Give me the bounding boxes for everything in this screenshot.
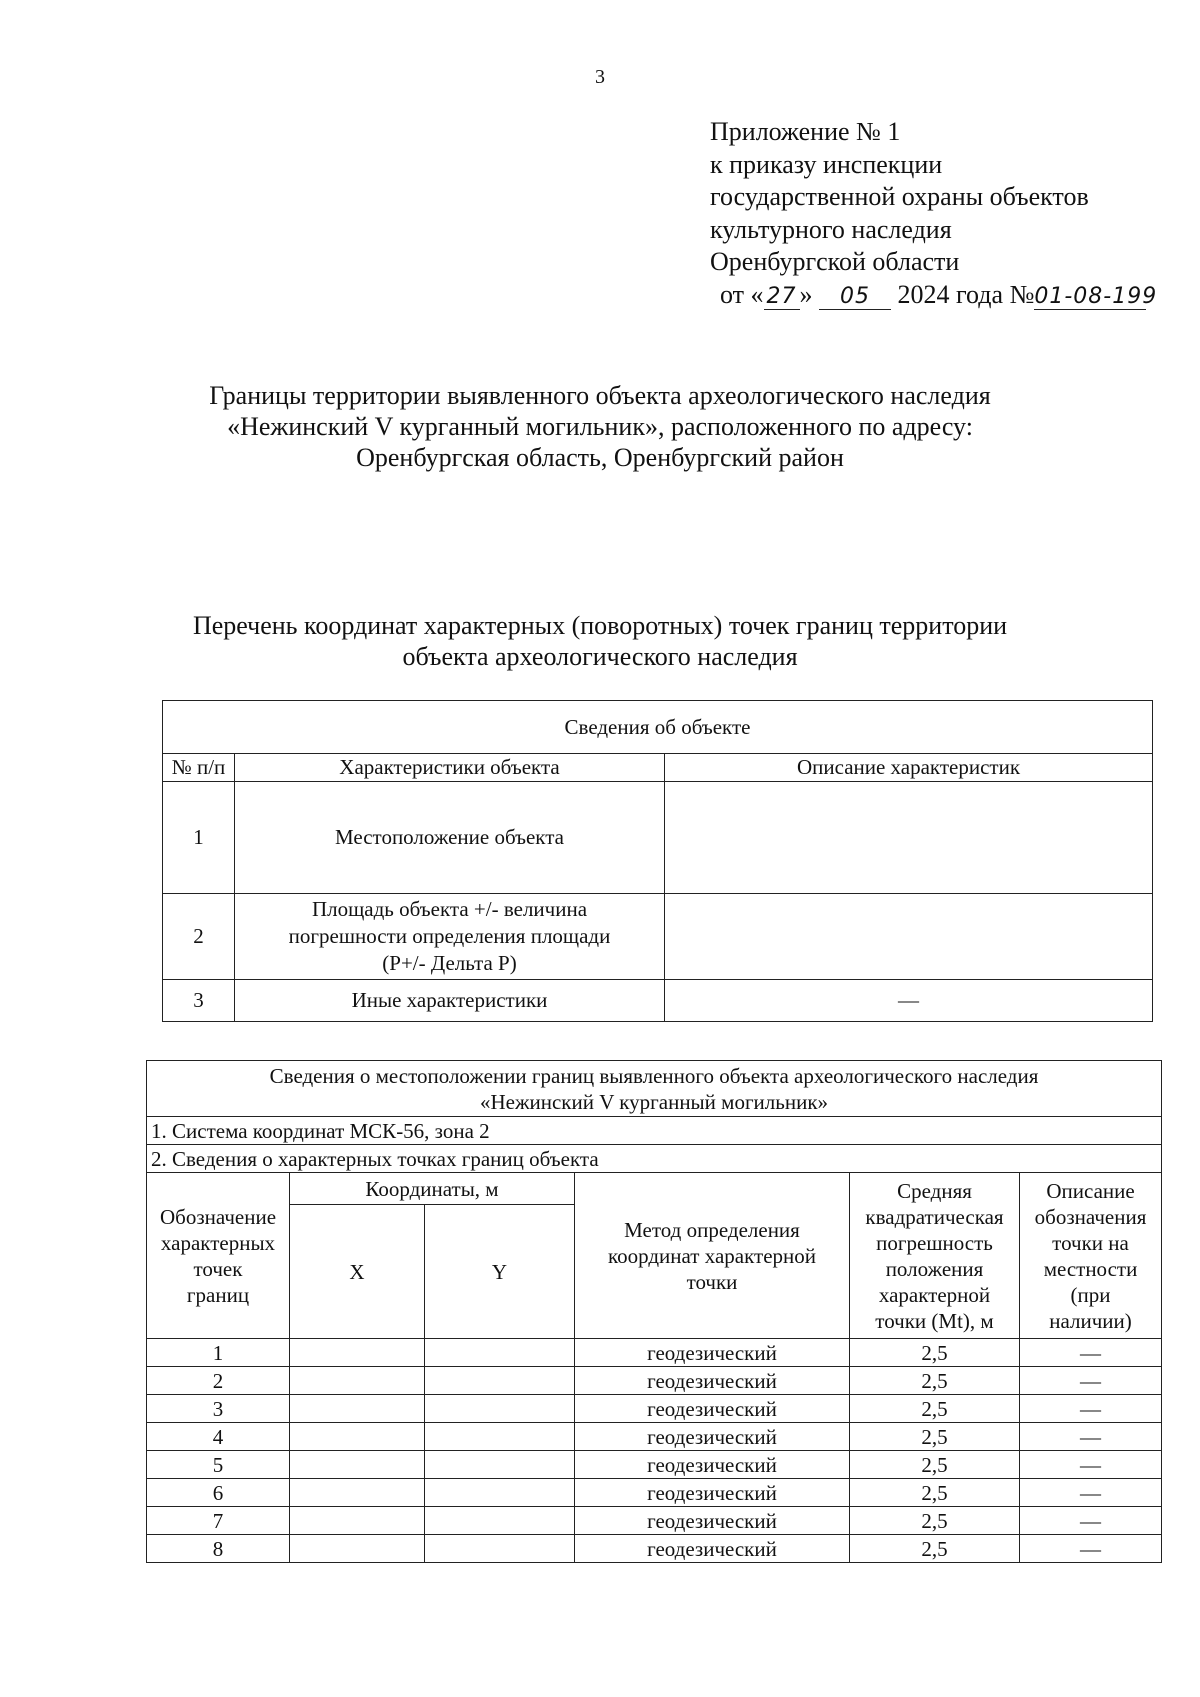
point-id: 5 — [147, 1451, 290, 1479]
point-accuracy: 2,5 — [850, 1423, 1020, 1451]
point-x — [290, 1423, 425, 1451]
point-x — [290, 1395, 425, 1423]
point-method: геодезический — [575, 1367, 850, 1395]
header-coordinates: Координаты, м — [290, 1173, 575, 1205]
point-description: — — [1020, 1507, 1162, 1535]
table-row — [147, 1423, 1162, 1451]
date-day: 27 — [764, 285, 800, 310]
point-y — [425, 1395, 575, 1423]
hpd-line: точки на — [1052, 1230, 1129, 1255]
date-year: 2024 года № — [897, 279, 1035, 309]
appendix-line-5: Оренбургской области — [710, 247, 960, 276]
hm-line: координат характерной — [608, 1243, 816, 1268]
point-x — [290, 1479, 425, 1507]
point-method: геодезический — [575, 1395, 850, 1423]
hpd-line: (при — [1070, 1282, 1111, 1307]
coordinate-system-row: 1. Система координат МСК-56, зона 2 — [147, 1117, 1162, 1145]
object-info-table — [162, 700, 1153, 1022]
title-line-2: «Нежинский V курганный могильник», расположенного по адресу: — [227, 412, 973, 441]
subtitle-line-1: Перечень координат характерных (поворотных) точек границ территории — [192, 611, 1008, 640]
ha-line: квадратическая — [865, 1204, 1004, 1229]
point-description: — — [1020, 1395, 1162, 1423]
point-method: геодезический — [575, 1339, 850, 1367]
hm-line: точки — [686, 1269, 738, 1294]
header-point-description — [1020, 1173, 1162, 1339]
point-method: геодезический — [575, 1423, 850, 1451]
point-accuracy: 2,5 — [850, 1479, 1020, 1507]
header-method — [575, 1173, 850, 1339]
point-id: 2 — [147, 1367, 290, 1395]
hpd-line: обозначения — [1034, 1204, 1147, 1229]
point-method: геодезический — [575, 1451, 850, 1479]
point-y — [425, 1339, 575, 1367]
appendix-block — [710, 116, 1158, 311]
point-id: 6 — [147, 1479, 290, 1507]
row-1-description — [665, 782, 1153, 894]
points-body — [147, 1339, 1162, 1563]
point-method: геодезический — [575, 1479, 850, 1507]
header-description: Описание характеристик — [665, 754, 1153, 782]
table-row — [147, 1479, 1162, 1507]
ha-line: точки (Mt), м — [875, 1308, 994, 1333]
table-row — [147, 1395, 1162, 1423]
point-id: 8 — [147, 1535, 290, 1563]
row-3-description: — — [665, 980, 1153, 1022]
row-1-characteristic: Местоположение объекта — [235, 782, 665, 894]
row-2-char-line-3: (Р+/- Дельта Р) — [382, 951, 517, 975]
location-table — [146, 1060, 1162, 1563]
table-row — [147, 1507, 1162, 1535]
appendix-line-1: Приложение № 1 — [710, 117, 901, 146]
point-accuracy: 2,5 — [850, 1395, 1020, 1423]
appendix-line-3: государственной охраны объектов — [710, 182, 1089, 211]
appendix-date-line — [710, 279, 1158, 312]
point-method: геодезический — [575, 1535, 850, 1563]
point-id: 4 — [147, 1423, 290, 1451]
hd-line: характерных — [160, 1230, 276, 1255]
header-characteristics: Характеристики объекта — [235, 754, 665, 782]
title-line-3: Оренбургская область, Оренбургский район — [356, 443, 844, 472]
row-3-number: 3 — [163, 980, 235, 1022]
ha-line: характерной — [878, 1282, 991, 1307]
point-id: 3 — [147, 1395, 290, 1423]
point-id: 1 — [147, 1339, 290, 1367]
ha-line: положения — [885, 1256, 984, 1281]
point-description: — — [1020, 1367, 1162, 1395]
hd-line: Обозначение — [159, 1204, 277, 1229]
title-line-1: Границы территории выявленного объекта археологического наследия — [209, 381, 991, 410]
hpd-line: Описание — [1046, 1178, 1135, 1203]
point-accuracy: 2,5 — [850, 1339, 1020, 1367]
hd-line: точек — [193, 1256, 243, 1281]
point-y — [425, 1507, 575, 1535]
date-month: 05 — [819, 285, 891, 310]
point-x — [290, 1367, 425, 1395]
header-x: X — [290, 1205, 425, 1339]
point-x — [290, 1535, 425, 1563]
point-description: — — [1020, 1535, 1162, 1563]
table-row — [147, 1339, 1162, 1367]
point-description: — — [1020, 1423, 1162, 1451]
ha-line: погрешность — [876, 1230, 993, 1255]
header-designation — [147, 1173, 290, 1339]
header-number: № п/п — [163, 754, 235, 782]
row-2-characteristic — [235, 894, 665, 980]
point-accuracy: 2,5 — [850, 1507, 1020, 1535]
point-y — [425, 1451, 575, 1479]
row-2-char-line-2: погрешности определения площади — [288, 924, 611, 948]
object-table-caption: Сведения об объекте — [163, 701, 1153, 754]
row-3-characteristic: Иные характеристики — [235, 980, 665, 1022]
point-x — [290, 1451, 425, 1479]
hd-line: границ — [186, 1282, 250, 1307]
order-number: 01-08-199 — [1034, 283, 1158, 309]
caption-line-1: Сведения о местоположении границ выявленного объекта археологического наследия — [269, 1063, 1039, 1088]
points-section-row: 2. Сведения о характерных точках границ объекта — [147, 1145, 1162, 1173]
row-1-number: 1 — [163, 782, 235, 894]
table-row — [147, 1535, 1162, 1563]
date-mid: » — [799, 279, 813, 309]
header-accuracy — [850, 1173, 1020, 1339]
point-y — [425, 1479, 575, 1507]
document-title — [0, 380, 1200, 473]
point-method: геодезический — [575, 1507, 850, 1535]
point-x — [290, 1339, 425, 1367]
point-id: 7 — [147, 1507, 290, 1535]
table-row — [147, 1367, 1162, 1395]
point-description: — — [1020, 1479, 1162, 1507]
table-row — [147, 1451, 1162, 1479]
appendix-line-4: культурного наследия — [710, 214, 952, 244]
caption-line-2: «Нежинский V курганный могильник» — [479, 1089, 829, 1114]
hpd-line: наличии) — [1049, 1308, 1132, 1333]
point-y — [425, 1423, 575, 1451]
location-table-caption — [147, 1061, 1162, 1117]
point-x — [290, 1507, 425, 1535]
row-2-char-line-1: Площадь объекта +/- величина — [311, 897, 588, 921]
hm-line: Метод определения — [624, 1217, 800, 1242]
appendix-line-2: к приказу инспекции — [710, 149, 943, 179]
row-2-number: 2 — [163, 894, 235, 980]
ha-line: Средняя — [897, 1178, 972, 1203]
page-number: 3 — [595, 66, 605, 88]
point-accuracy: 2,5 — [850, 1367, 1020, 1395]
header-y: Y — [425, 1205, 575, 1339]
point-y — [425, 1535, 575, 1563]
subtitle-line-2: объекта археологического наследия — [402, 642, 798, 671]
point-description: — — [1020, 1339, 1162, 1367]
point-y — [425, 1367, 575, 1395]
hpd-line: местности — [1043, 1256, 1138, 1281]
point-description: — — [1020, 1451, 1162, 1479]
date-prefix: от « — [720, 279, 764, 309]
point-accuracy: 2,5 — [850, 1451, 1020, 1479]
coordinates-list-title — [0, 610, 1200, 672]
point-accuracy: 2,5 — [850, 1535, 1020, 1563]
row-2-description — [665, 894, 1153, 980]
